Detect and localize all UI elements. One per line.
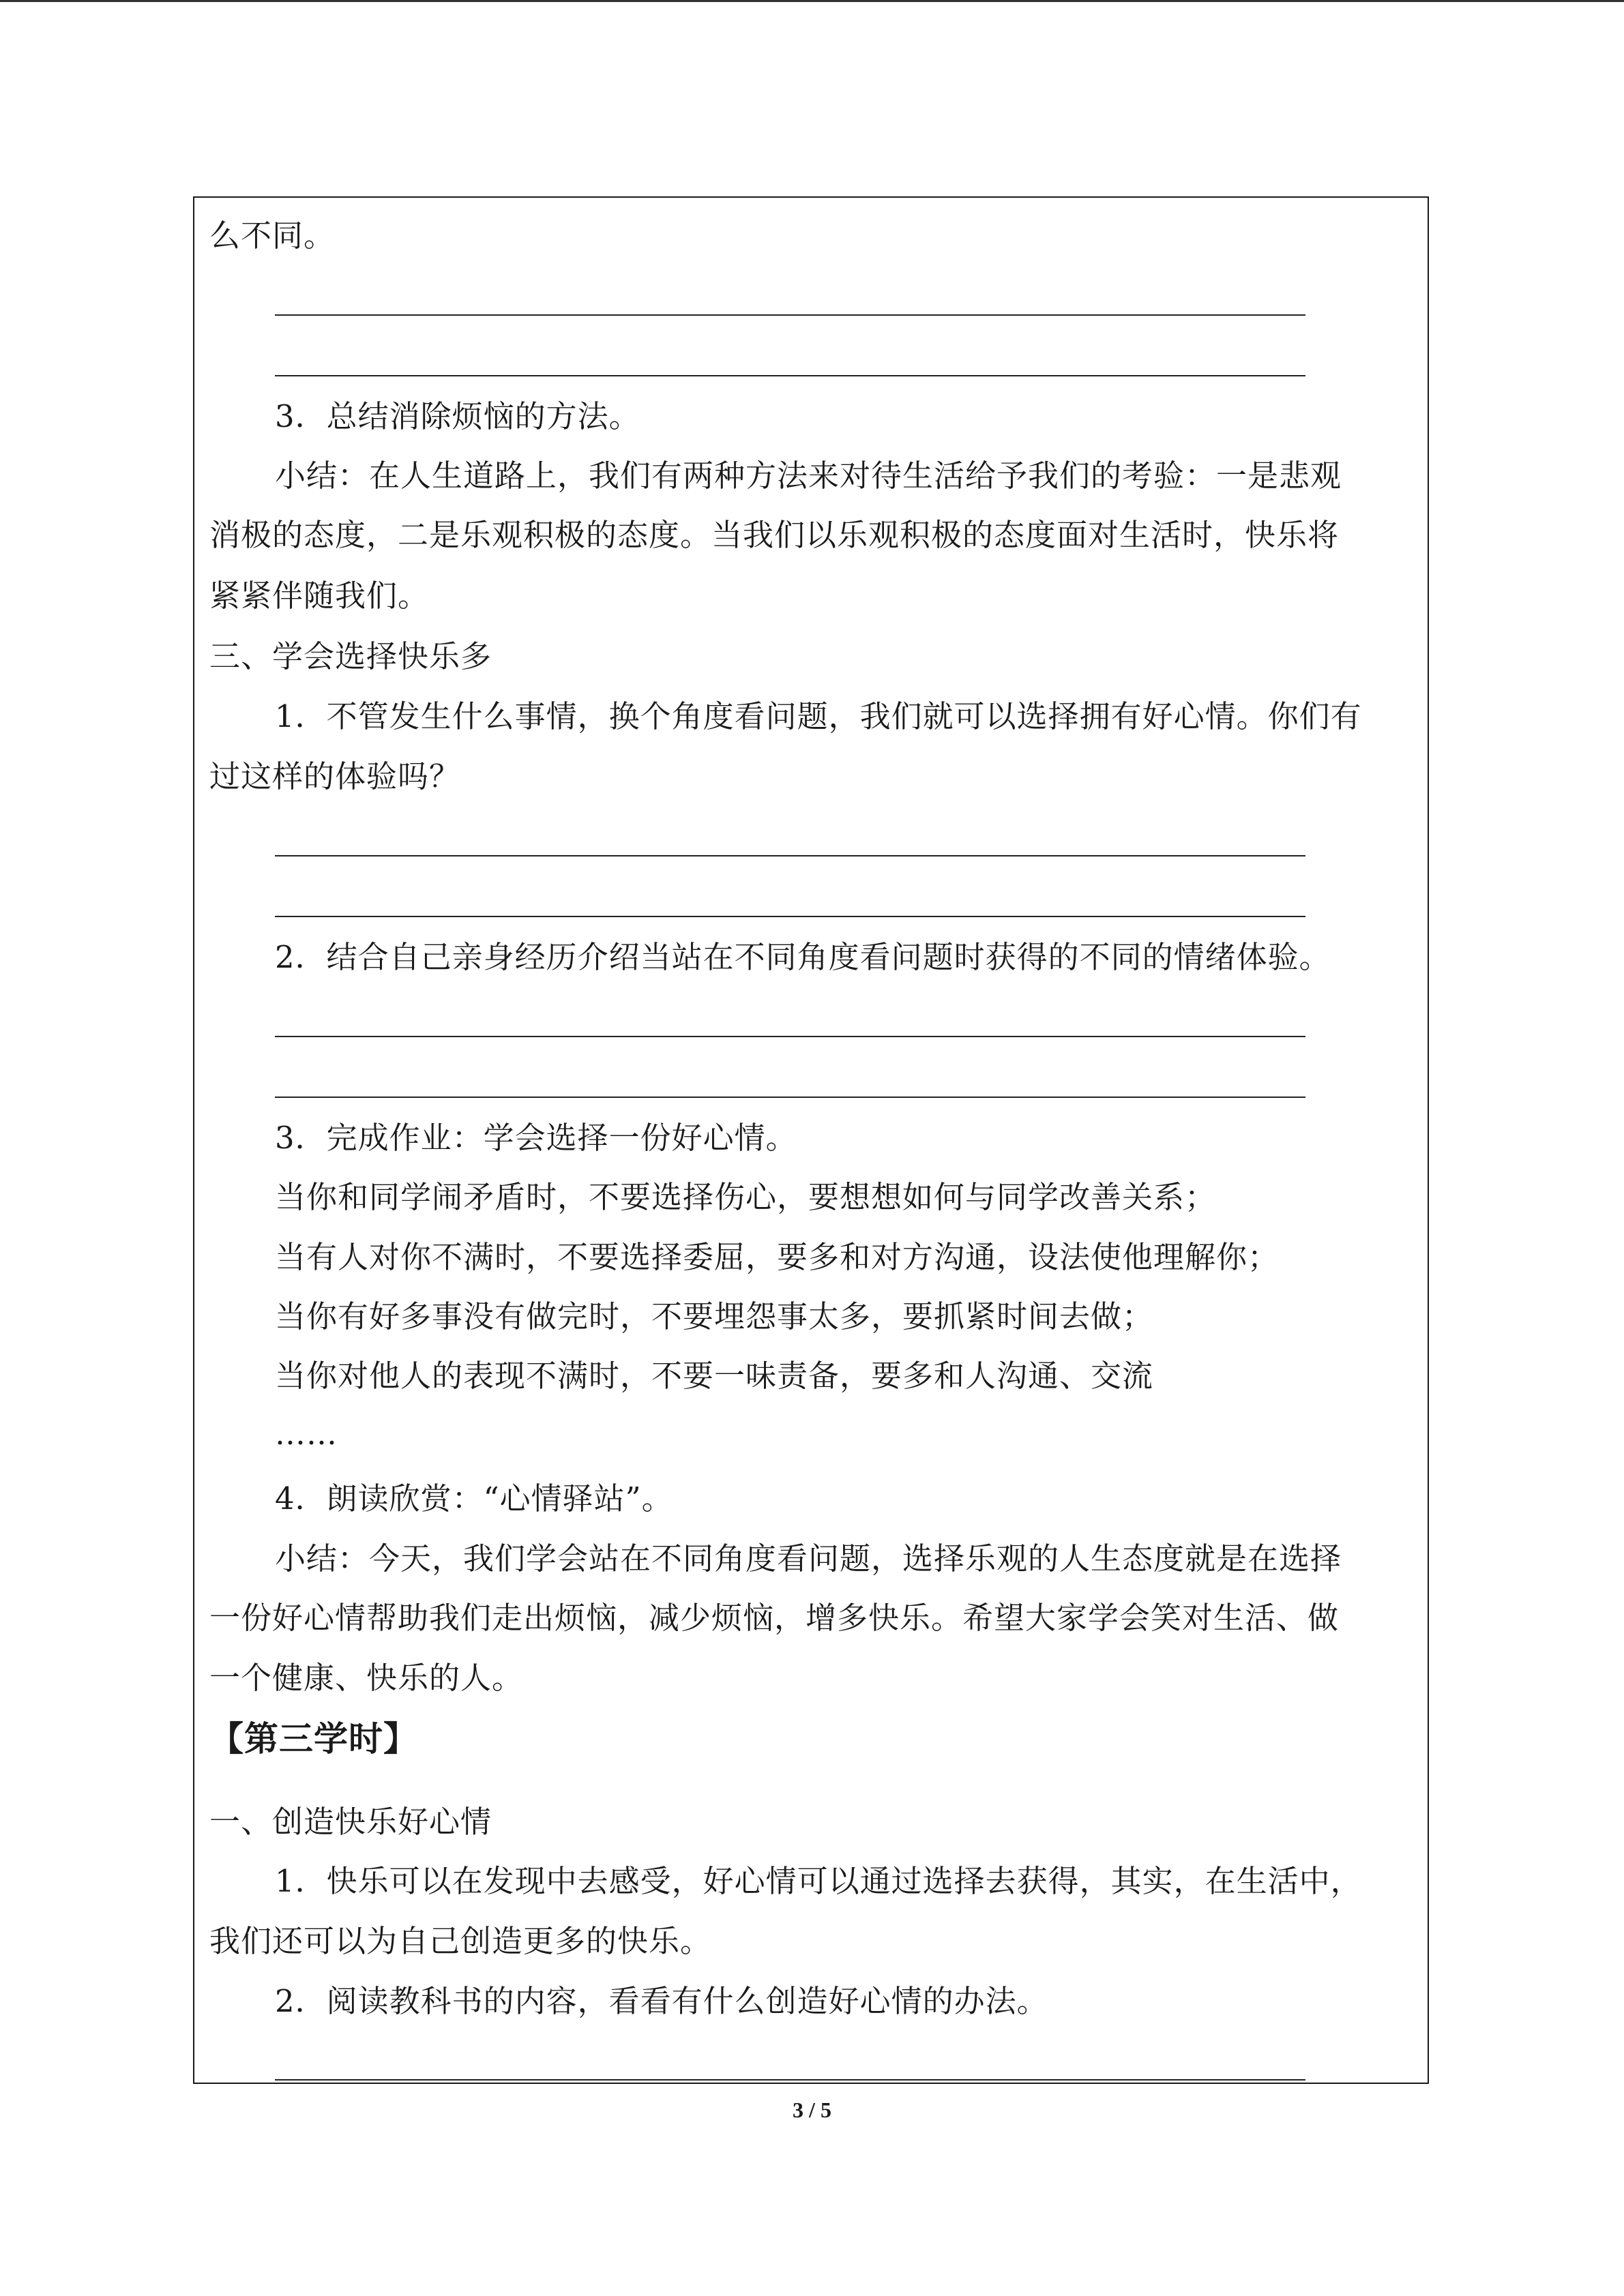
text-line: 么不同。 [209, 218, 336, 254]
text-line: 当有人对你不满时，不要选择委屈，要多和对方沟通，设法使他理解你； [275, 1239, 1280, 1275]
answer-blank-line[interactable] [275, 1097, 1305, 1098]
text-line: 一份好心情帮助我们走出烦恼，减少烦恼，增多快乐。希望大家学会笑对生活、做 [209, 1600, 1340, 1636]
text-line: 当你有好多事没有做完时，不要埋怨事太多，要抓紧时间去做； [275, 1298, 1154, 1335]
text-line: 1．快乐可以在发现中去感受，好心情可以通过选择去获得，其实，在生活中， [275, 1863, 1362, 1899]
answer-blank-line[interactable] [275, 855, 1305, 856]
text-line: 当你对他人的表现不满时，不要一味责备，要多和人沟通、交流 [275, 1358, 1154, 1394]
text-line: 我们还可以为自己创造更多的快乐。 [209, 1923, 712, 1959]
text-line: 2．结合自己亲身经历介绍当站在不同角度看问题时获得的不同的情绪体验。 [275, 939, 1331, 975]
text-line: 3．总结消除烦恼的方法。 [275, 398, 640, 434]
text-line: 一个健康、快乐的人。 [209, 1660, 524, 1696]
answer-blank-line[interactable] [275, 375, 1305, 376]
text-line: 2．阅读教科书的内容，看看有什么创造好心情的办法。 [275, 1983, 1048, 2019]
section-heading: 一、创造快乐好心情 [209, 1804, 492, 1840]
text-line: 紧紧伴随我们。 [209, 578, 430, 614]
lesson-heading: 【第三学时】 [209, 1719, 418, 1759]
text-line: 1．不管发生什么事情，换个角度看问题，我们就可以选择拥有好心情。你们有 [275, 698, 1362, 734]
answer-blank-line[interactable] [275, 2079, 1305, 2081]
text-line: 小结：今天，我们学会站在不同角度看问题，选择乐观的人生态度就是在选择 [275, 1540, 1342, 1577]
ellipsis-line: …… [275, 1416, 338, 1452]
answer-blank-line[interactable] [275, 916, 1305, 917]
text-line: 4．朗读欣赏：“心情驿站”。 [275, 1480, 673, 1517]
answer-blank-line[interactable] [275, 1036, 1305, 1037]
text-line: 3．完成作业：学会选择一份好心情。 [275, 1120, 797, 1156]
answer-blank-line[interactable] [275, 314, 1305, 316]
text-line: 消极的态度，二是乐观积极的态度。当我们以乐观积极的态度面对生活时，快乐将 [209, 517, 1340, 553]
text-line: 过这样的体验吗？ [209, 758, 461, 794]
text-line: 当你和同学闹矛盾时，不要选择伤心，要想想如何与同学改善关系； [275, 1179, 1217, 1215]
section-heading: 三、学会选择快乐多 [209, 638, 492, 674]
page-number: 3 / 5 [793, 2098, 831, 2122]
text-line: 小结：在人生道路上，我们有两种方法来对待生活给予我们的考验：一是悲观 [275, 458, 1342, 494]
page-top-rule [0, 0, 1624, 2]
